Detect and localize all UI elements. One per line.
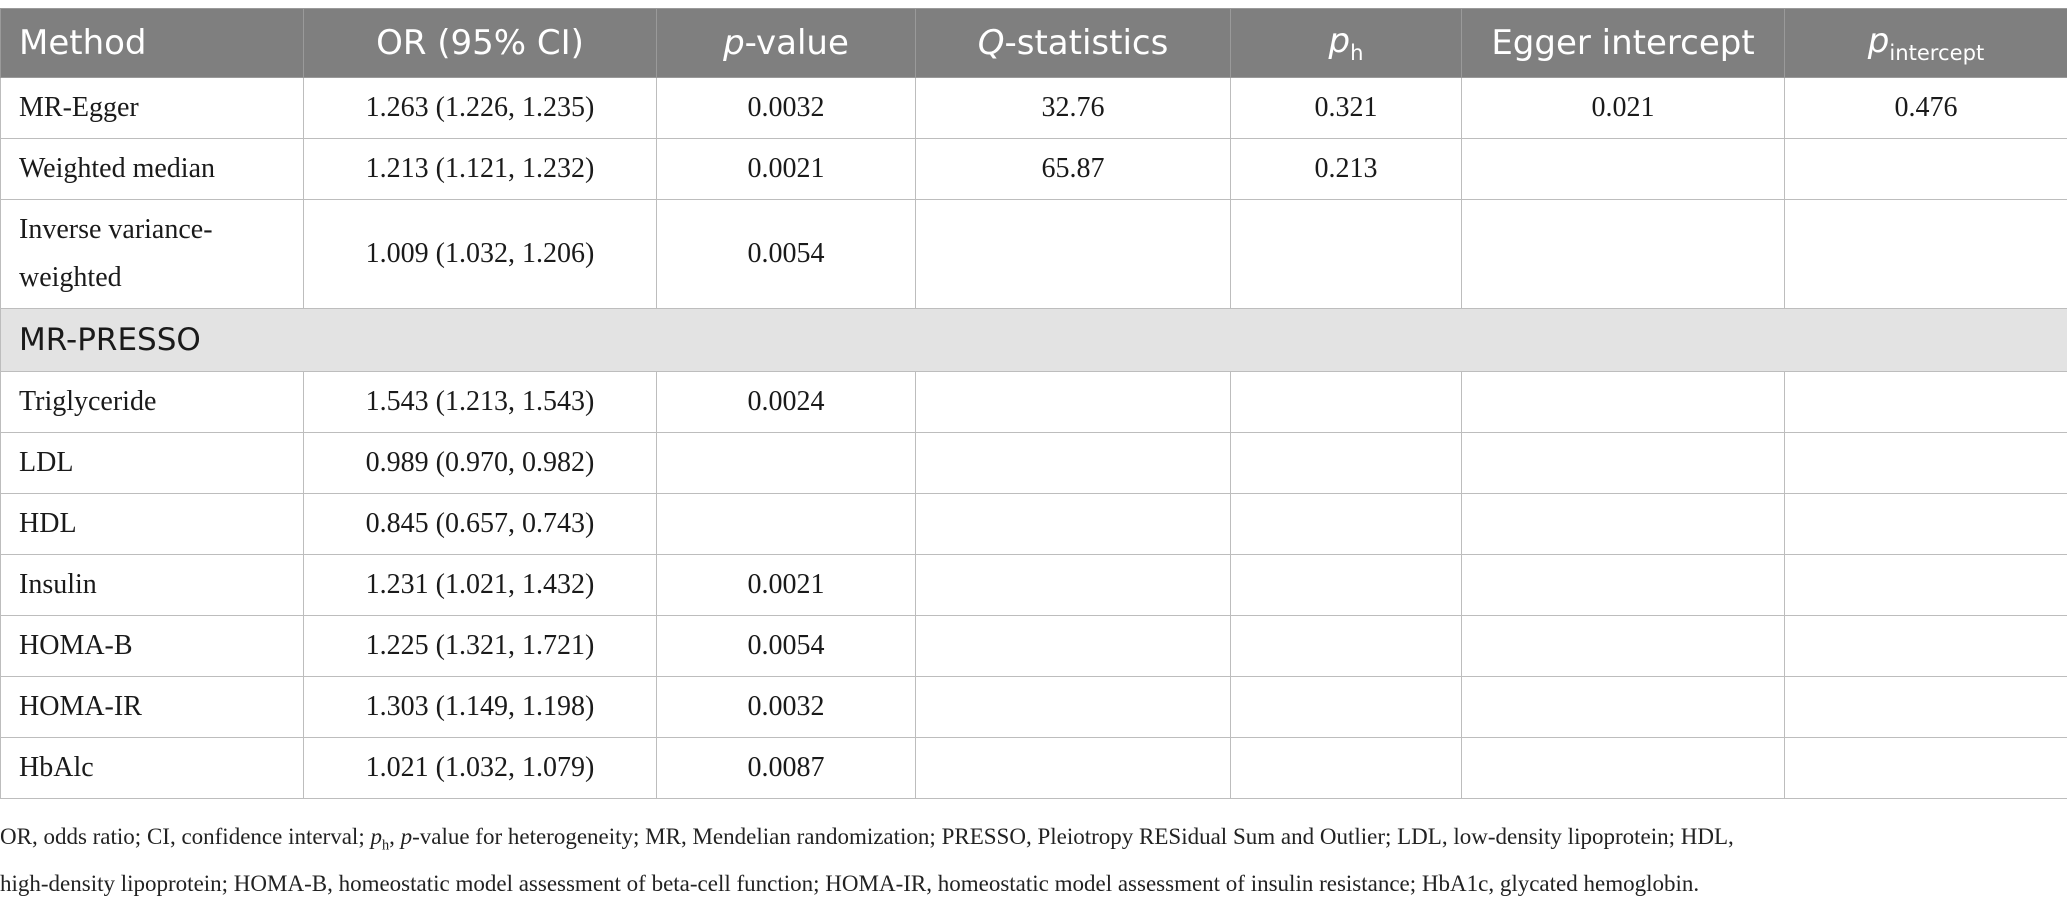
cell-q <box>916 200 1231 309</box>
cell-or: 1.213 (1.121, 1.232) <box>304 139 657 200</box>
cell-ph: 0.213 <box>1231 139 1462 200</box>
cell-method <box>1 200 304 309</box>
cell-ph <box>1231 738 1462 799</box>
footnote-ph-sub: h <box>382 838 389 854</box>
cell-ph <box>1231 494 1462 555</box>
cell-pintercept <box>1785 494 2067 555</box>
cell-ph <box>1231 555 1462 616</box>
cell-ph <box>1231 677 1462 738</box>
col-header-q <box>916 9 1231 78</box>
table-row <box>1 677 2067 738</box>
col-header-pintercept <box>1785 9 2067 78</box>
cell-q <box>916 494 1231 555</box>
cell-or: 1.543 (1.213, 1.543) <box>304 372 657 433</box>
table-row <box>1 738 2067 799</box>
col-header-pvalue-p: p <box>723 23 745 63</box>
cell-method: MR-Egger <box>1 78 304 139</box>
col-header-q-rest: -statistics <box>1004 23 1168 63</box>
cell-ph <box>1231 200 1462 309</box>
cell-method: HbAlc <box>1 738 304 799</box>
footnote-sep: , <box>389 824 401 849</box>
table-footnote <box>0 818 2060 902</box>
footnote-text: -value for heterogeneity; MR, Mendelian randomization; PRESSO, Pleiotropy RESidual Sum and Outlier; LDL, low-density lipoprotein; HDL, <box>412 824 1734 849</box>
cell-q <box>916 677 1231 738</box>
cell-q: 32.76 <box>916 78 1231 139</box>
cell-pvalue: 0.0054 <box>657 200 916 309</box>
cell-pintercept <box>1785 616 2067 677</box>
cell-pvalue: 0.0032 <box>657 78 916 139</box>
cell-egger <box>1462 372 1785 433</box>
table-row <box>1 555 2067 616</box>
table-row <box>1 200 2067 309</box>
cell-pvalue: 0.0021 <box>657 139 916 200</box>
cell-pvalue: 0.0021 <box>657 555 916 616</box>
table-row <box>1 372 2067 433</box>
cell-method: HOMA-IR <box>1 677 304 738</box>
table-row <box>1 616 2067 677</box>
cell-method-line1: Inverse variance- <box>19 214 213 245</box>
cell-q <box>916 433 1231 494</box>
cell-q <box>916 738 1231 799</box>
cell-egger <box>1462 555 1785 616</box>
cell-pintercept <box>1785 433 2067 494</box>
cell-method: Insulin <box>1 555 304 616</box>
col-header-pint-sub: intercept <box>1889 40 1984 65</box>
cell-or: 1.225 (1.321, 1.721) <box>304 616 657 677</box>
cell-ph <box>1231 616 1462 677</box>
cell-or: 0.989 (0.970, 0.982) <box>304 433 657 494</box>
table-row <box>1 78 2067 139</box>
cell-egger <box>1462 738 1785 799</box>
cell-method: Weighted median <box>1 139 304 200</box>
col-header-ph-sub: h <box>1350 40 1363 65</box>
cell-method-line2: weighted <box>19 262 122 293</box>
cell-pintercept <box>1785 139 2067 200</box>
cell-or: 1.009 (1.032, 1.206) <box>304 200 657 309</box>
cell-pintercept <box>1785 555 2067 616</box>
col-header-ph-p: p <box>1329 21 1351 61</box>
footnote-p-italic: p <box>401 824 413 849</box>
col-header-pint-p: p <box>1868 21 1890 61</box>
cell-pvalue: 0.0087 <box>657 738 916 799</box>
cell-pvalue: 0.0024 <box>657 372 916 433</box>
cell-pintercept <box>1785 677 2067 738</box>
cell-pvalue: 0.0054 <box>657 616 916 677</box>
col-header-pvalue-rest: -value <box>745 23 849 63</box>
cell-q <box>916 616 1231 677</box>
cell-pintercept <box>1785 738 2067 799</box>
cell-method: HOMA-B <box>1 616 304 677</box>
header-row <box>1 9 2067 78</box>
cell-method: LDL <box>1 433 304 494</box>
cell-ph <box>1231 372 1462 433</box>
cell-method: HDL <box>1 494 304 555</box>
cell-q <box>916 555 1231 616</box>
section-label: MR-PRESSO <box>1 309 2067 372</box>
cell-or: 1.303 (1.149, 1.198) <box>304 677 657 738</box>
cell-egger: 0.021 <box>1462 78 1785 139</box>
cell-q: 65.87 <box>916 139 1231 200</box>
col-header-or: OR (95% CI) <box>304 9 657 78</box>
footnote-text: OR, odds ratio; CI, confidence interval; <box>0 824 370 849</box>
col-header-egger: Egger intercept <box>1462 9 1785 78</box>
cell-pintercept <box>1785 200 2067 309</box>
footnote-line2: high-density lipoprotein; HOMA-B, homeostatic model assessment of beta-cell function; HOMA-IR, homeostatic model assessment of insulin resistance; HbA1c, glycated hemoglobin. <box>0 865 2060 902</box>
cell-or: 1.021 (1.032, 1.079) <box>304 738 657 799</box>
table-row <box>1 139 2067 200</box>
cell-q <box>916 372 1231 433</box>
col-header-q-letter: Q <box>978 23 1005 63</box>
cell-egger <box>1462 433 1785 494</box>
footnote-line1 <box>0 818 2060 865</box>
cell-egger <box>1462 139 1785 200</box>
cell-egger <box>1462 494 1785 555</box>
cell-pintercept: 0.476 <box>1785 78 2067 139</box>
cell-ph: 0.321 <box>1231 78 1462 139</box>
cell-pvalue <box>657 433 916 494</box>
cell-or: 1.231 (1.021, 1.432) <box>304 555 657 616</box>
col-header-ph <box>1231 9 1462 78</box>
footnote-ph-p: p <box>370 824 382 849</box>
cell-pvalue: 0.0032 <box>657 677 916 738</box>
table-row <box>1 433 2067 494</box>
cell-egger <box>1462 200 1785 309</box>
cell-or: 1.263 (1.226, 1.235) <box>304 78 657 139</box>
cell-method: Triglyceride <box>1 372 304 433</box>
table-row <box>1 494 2067 555</box>
cell-or: 0.845 (0.657, 0.743) <box>304 494 657 555</box>
col-header-method: Method <box>1 9 304 78</box>
results-table <box>0 8 2067 799</box>
col-header-pvalue <box>657 9 916 78</box>
section-row <box>1 309 2067 372</box>
cell-egger <box>1462 616 1785 677</box>
cell-pintercept <box>1785 372 2067 433</box>
cell-ph <box>1231 433 1462 494</box>
cell-pvalue <box>657 494 916 555</box>
cell-egger <box>1462 677 1785 738</box>
